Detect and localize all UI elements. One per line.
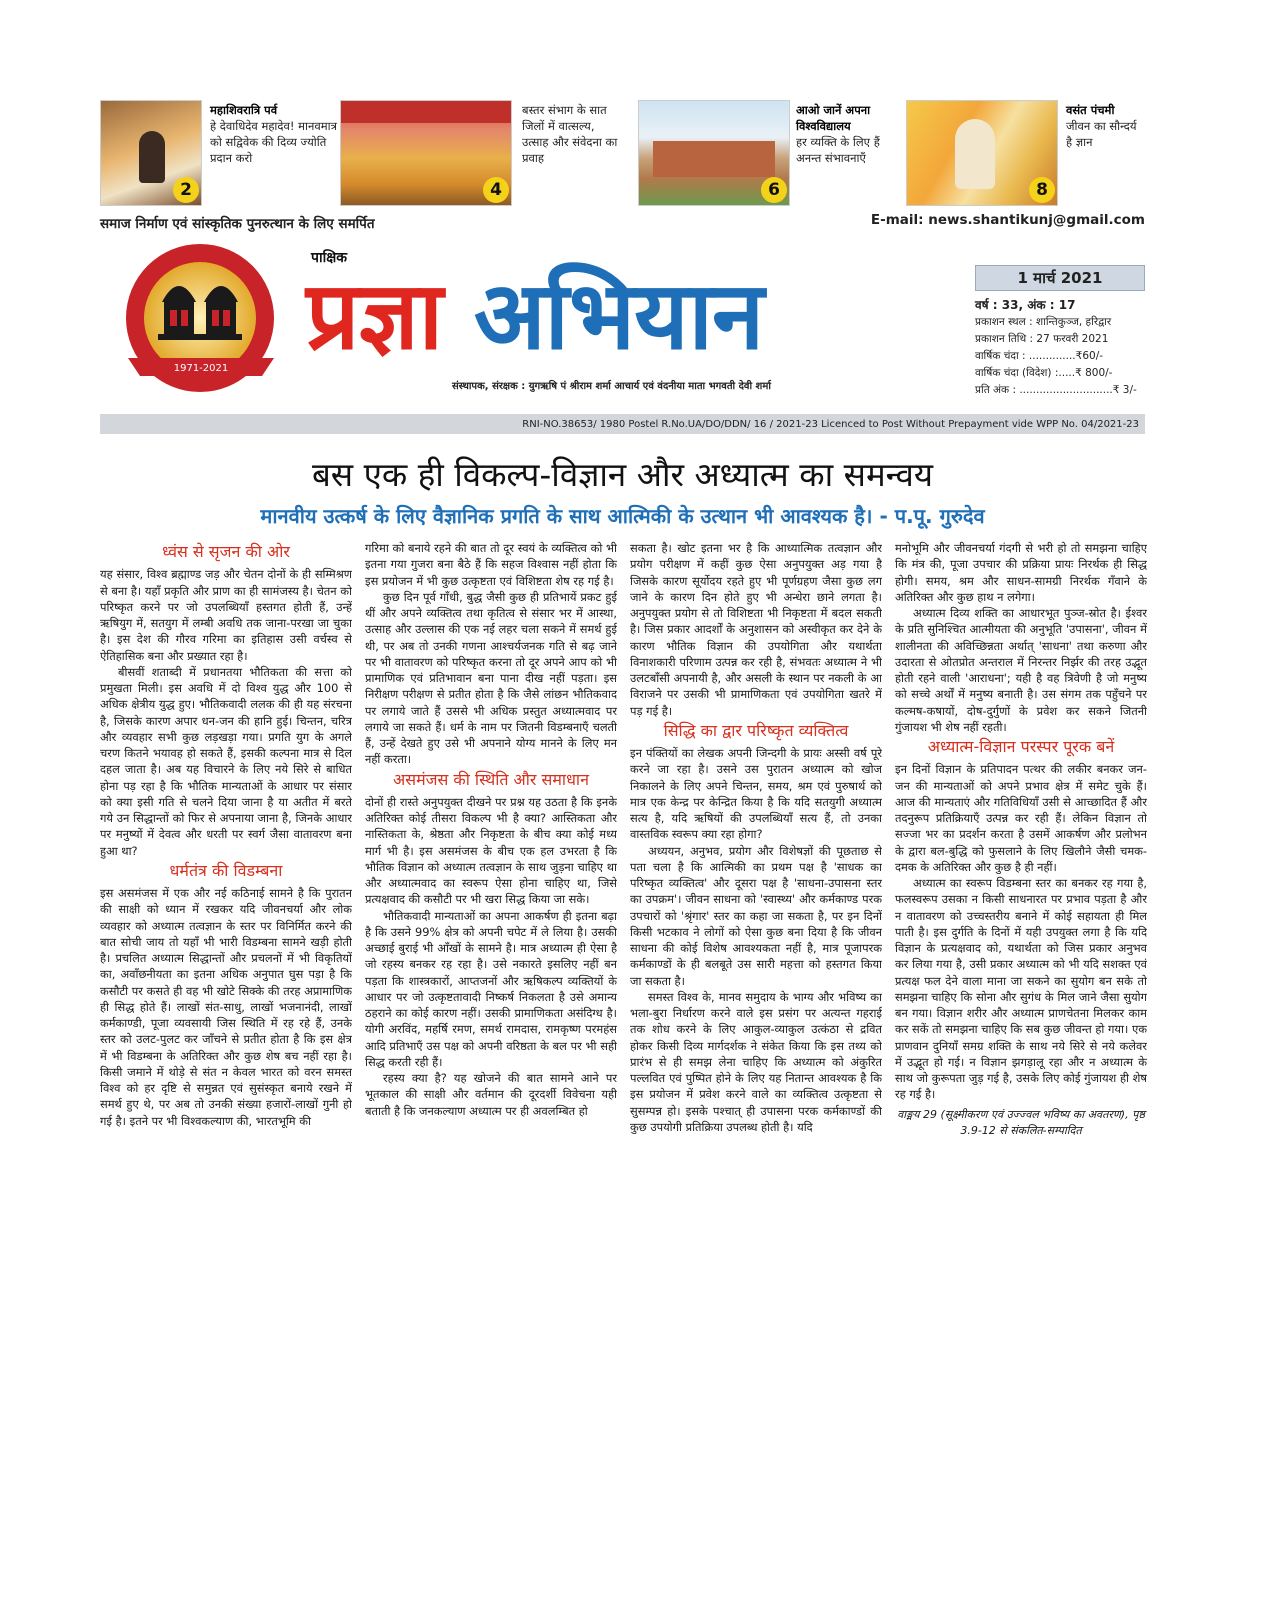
section-heading: सिद्धि का द्वार परिष्कृत व्यक्तित्व — [663, 720, 849, 740]
article-column-1 — [100, 540, 352, 1543]
section-heading: अध्यात्म-विज्ञान परस्पर पूरक बनें — [927, 737, 1115, 756]
paragraph: समस्त विश्व के, मानव समुदाय के भाग्य और भविष्य का भला-बुरा निर्धारण करने वाले इस प्रसंग पर अत्यन्त गहराई तक शोध करने के लिए आकुल-व्याकुल उत्कंठा से द्रवित होकर किसी दिव्य मार्गदर्शक ने संकेत किया कि इस तथ्य को प्रारंभ से ही समझ लेना चाहिए कि अध्यात्म को अंकुरित पल्लवित एवं पुष्पित होने के लिए यह नितान्त आवश्यक है कि इस प्रयोजन में प्रवेश करने वाले का व्यक्तित्व उत्कृष्टता से सुसम्पन्न हो। इसके पश्चात् ही उपासना परक कर्मकाण्डों की कुछ उपयोगी प्रतिक्रिया उपलब्ध होती है। यदि — [630, 989, 882, 1134]
teaser-vasant[interactable] — [906, 100, 1145, 204]
teaser-title: वसंत पंचमी — [1066, 103, 1115, 117]
teaser-shivratri[interactable] — [100, 100, 350, 204]
paragraph: सकता है। खोट इतना भर है कि आध्यात्मिक तत्वज्ञान और प्रयोग परीक्षण में कहीं कुछ ऐसा अनुपयुक्त अड़ गया है जिसके कारण सूर्योदय रहते हुए भी पूर्णग्रहण जैसा कुछ लग जाने के कारण दिन होते हुए भी अन्धेरा छाने लगता है। अनुपयुक्त प्रयोग से तो विशिष्टता भी निकृष्टता में बदल सकती है। जिस प्रकार आदर्शों के अनुशासन को अस्वीकृत कर देने के कारण भौतिक विज्ञान की उपयोगिता और यथार्थता विनाशकारी परिणाम उत्पन्न कर रही है, संभवतः अध्यात्म ने भी उलटबाँसी अपनायी है, और असली के स्थान पर नकली के आ विराजने पर उसकी भी प्रामाणिकता एवं उपयोगिता खतरे में पड़ गई है। — [630, 541, 882, 718]
teaser-image — [638, 100, 790, 206]
teaser-title: आओ जानें अपना विश्वविद्यालय — [796, 103, 871, 133]
section-heading: ध्वंस से सृजन की ओर — [162, 542, 290, 561]
emblem-place: हरिद्वार — [190, 383, 212, 393]
page-number-badge: 4 — [483, 177, 509, 203]
paragraph: इस असमंजस में एक और नई कठिनाई सामने है कि पुरातन की साक्षी को ध्यान में रखकर यदि जीवनचर्या और लोक व्यवहार को अध्यात्म तत्वज्ञान के स्तर पर विनिर्मित करने की बात सोची जाय तो यहाँ भी भारी विडम्बना सामने खड़ी होती है। प्रचलित अध्यात्म सिद्धान्तों और प्रचलनों में भी विकृतियों का, अवाँछनीयता का इतना अधिक अनुपात घुस पड़ा है कि कसौटी पर कसते ही वह भी खोटे सिक्के की तरह अप्रामाणिक ही सिद्ध होते हैं। लाखों संत-साधु, लाखों भजनानंदी, लाखों कर्मकाण्डी, पूजा व्यवसायी जिस स्थिति में रह रहे हैं, उनके स्तर को उलट-पुलट कर जाँचने से प्रतीत होता है कि इस क्षेत्र में भी विडम्बना के अतिरिक्त और कुछ शेष बच नहीं रहा है। किसी जमाने में थोड़े से संत न केवल भारत को वरन समस्त विश्व को हर दृष्टि से समुन्नत एवं सुसंस्कृत बनाये रखने में समर्थ हुए थे, पर अब तो उनकी संख्या हजारों-लाखों गुनी हो गई है। इतने पर भी विश्वकल्याण की, भारतभूमि की — [100, 886, 352, 1128]
masthead-word-blue: अभियान — [473, 262, 764, 371]
single-copy-price: प्रति अंक : ............................₹ 3/- — [975, 384, 1137, 396]
frequency-label: पाक्षिक — [311, 250, 347, 266]
person-shape — [955, 119, 995, 189]
founder-line: संस्थापक, संरक्षक : युगऋषि पं श्रीराम शर्मा आचार्य एवं वंदनीया माता भगवती देवी शर्मा — [452, 381, 771, 392]
paragraph: भौतिकवादी मान्यताओं का अपना आकर्षण ही इतना बढ़ा है कि उसने 99% क्षेत्र को अपनी चपेट में ले लिया है। उसकी अच्छाई बुराई भी आँखों के सामने है। मात्र अध्यात्म ही ऐसा है जो रहस्य बनकर रह रहा है। उसे नकारते इसलिए नहीं बन पड़ता कि शास्त्रकारों, आप्तजनों और ऋषिकल्प व्यक्तियों के आधार पर जो उत्कृष्टतावादी निष्कर्ष निकलता है उसे अमान्य ठहराने का कोई कारण नहीं। उसकी प्रामाणिकता असंदिग्ध है। योगी अरविंद, महर्षि रमण, समर्थ रामदास, रामकृष्ण परमहंस आदि प्रतिभाएँ उस पक्ष को अपनी वरिष्ठता के बल पर भी सही सिद्ध करती रही हैं। — [365, 908, 617, 1069]
paragraph: अध्ययन, अनुभव, प्रयोग और विशेषज्ञों की पूछताछ से पता चला है कि आत्मिकी का प्रथम पक्ष है 'साधक का परिष्कृत व्यक्तित्व' और दूसरा पक्ष है 'साधना-उपासना स्तर का उपक्रम'। जीवन साधना को 'स्वास्थ्य' और कर्मकाण्ड परक उपचारों को 'श्रृंगार' स्तर का कहा जा सकता है, पर इन दिनों किसी भटकाव ने लोगों को ऐसा कुछ बना दिया है कि जीवन साधना की कोई विशेष आवश्यकता नहीं है, मात्र पूजापरक कर्मकाण्डों के ही बलबूते उस सारी महत्ता को हस्तगत किया जा सकता है। — [630, 843, 882, 988]
teaser-university[interactable] — [638, 100, 898, 204]
section-heading: असमंजस की स्थिति और समाधान — [393, 769, 589, 789]
paragraph: इन पंक्तियों का लेखक अपनी जिन्दगी के प्रायः अस्सी वर्ष पूरे करने जा रहा है। उसने उस पुरातन अध्यात्म को खोज निकालने के लिए अपने चिन्तन, समय, श्रम एवं पुरुषार्थ को मात्र एक केन्द्र पर केन्द्रित किया है कि यदि सतयुगी अध्यात्म सत्य है, यदि ऋषियों की उपलब्धियाँ सत्य हैं, तो उनका वास्तविक स्वरूप क्या रहा होगा? — [630, 746, 882, 842]
article-column-4 — [895, 540, 1147, 1543]
paragraph: मनोभूमि और जीवनचर्या गंदगी से भरी हो तो समझना चाहिए कि मंत्र की, पूजा उपचार की प्रक्रिया प्रायः निरर्थक ही सिद्ध होगी। समय, श्रम और साधन-सामग्री निरर्थक गँवाने के अतिरिक्त और कुछ हाथ न लगेगा। — [895, 541, 1147, 604]
annual-subscription-foreign: वार्षिक चंदा (विदेश) :.....₹ 800/- — [975, 367, 1113, 379]
paragraph: गरिमा को बनाये रहने की बात तो दूर स्वयं के व्यक्तित्व को भी इतना गया गुजरा बना बैठे हैं कि सहज विश्वास नहीं होता कि इस प्रयोजन में भी कुछ उत्कृष्टता एवं विशिष्टता शेष रह गई है। — [365, 541, 617, 588]
paragraph: इन दिनों विज्ञान के प्रतिपादन पत्थर की लकीर बनकर जन-जन की मान्यताओं को अपने प्रभाव क्षेत्र में समेट चुके हैं। आज की मान्यताएं और गतिविधियाँ उसी से आच्छादित हैं और तदनुरूप प्रतिक्रियाएँ उत्पन्न कर रही हैं। लेकिन विज्ञान तो सज्जा भर का प्रदर्शन करता है उसमें आकर्षण और प्रलोभन के द्वारा बल-बुद्धि को फुसलाने के लिए खिलौने जैसी चमक-दमक के अतिरिक्त और कुछ है ही नहीं। — [895, 762, 1147, 874]
issue-place: प्रकाशन स्थल : शान्तिकुञ्ज, हरिद्वार — [975, 316, 1112, 328]
issue-info — [975, 265, 1145, 399]
teaser-text: हे देवाधिदेव महादेव! मानवमात्र को सद्विवेक की दिव्य ज्योति प्रदान करो — [210, 119, 338, 165]
paragraph: अध्यात्म दिव्य शक्ति का आधारभूत पुञ्ज-स्रोत है। ईश्वर के प्रति सुनिश्चित आत्मीयता की अनुभूति 'उपासना', जीवन में शालीनता की अविच्छिन्नता अर्थात् 'साधना' तथा करुणा और उदारता से ओतप्रोत अन्तराल में निरन्तर निर्झर की तरह उद्भूत होती रहने वाली 'आराधना'; यही है वह त्रिवेणी है जो मनुष्य को सच्चे अर्थों में मनुष्य बनाती है। उस संगम तक पहुँचने पर कल्मष-कषायों, दोष-दुर्गुणों के प्रवेश कर सकने जितनी गुंजायश भी शेष नहीं रहती। — [895, 606, 1147, 734]
paragraph: रहस्य क्या है? यह खोजने की बात सामने आने पर भूतकाल की साक्षी और वर्तमान की दूरदर्शी विवेचना यही बताती है कि जनकल्याण अध्यात्म पर ही अवलम्बित हो — [365, 1071, 617, 1118]
article-column-3 — [630, 540, 882, 1543]
page-number-badge: 2 — [173, 177, 199, 203]
lingam-shape — [139, 131, 165, 183]
email-link[interactable]: E-mail: news.shantikunj@gmail.com — [870, 212, 1145, 228]
teaser-image — [100, 100, 202, 206]
article-column-2 — [365, 540, 617, 1543]
teaser-text: हर व्यक्ति के लिए हैं अनन्त संभावनाएँ — [796, 135, 880, 165]
issue-volume: वर्ष : 33, अंक : 17 — [975, 298, 1076, 312]
teaser-text: बस्तर संभाग के सात जिलों में वात्सल्य, उत्साह और संवेदना का प्रवाह — [522, 103, 618, 165]
paragraph: यह संसार, विश्व ब्रह्माण्ड जड़ और चेतन दोनों के ही सम्मिश्रण से बना है। यहाँ प्रकृति और प्राण का ही सामंजस्य है। चेतन को परिष्कृत करने पर जो उपलब्धियाँ हस्तगत होती हैं, उन्हें ऋषियुग में, सतयुग में लम्बी अवधि तक जाना-परखा जा चुका है। इस देश की गौरव गरिमा का इतिहास उसी वर्चस्व से ऐतिहासिक बना और प्रख्यात रहा है। — [100, 567, 352, 663]
annual-subscription: वार्षिक चंदा : ..............₹60/- — [975, 350, 1104, 362]
emblem-years: 1971-2021 — [173, 363, 229, 374]
source-citation: वाङ्मय 29 (सूक्ष्मीकरण एवं उज्ज्वल भविष्य का अवतरण), पृष्ठ 3.9-12 से संकलित-सम्पादित — [897, 1107, 1145, 1137]
paragraph: दोनों ही रास्ते अनुपयुक्त दीखने पर प्रश्न यह उठता है कि इनके अतिरिक्त कोई तीसरा विकल्प भी है क्या? आस्तिकता और नास्तिकता के, श्रेष्ठता और निकृष्टता के बीच क्या कोई मध्य मार्ग भी है। इस असमंजस के बीच एक हल उभरता है कि भौतिक विज्ञान को अध्यात्म तत्वज्ञान के साथ जुड़ना चाहिए था और अध्यात्मवाद का स्वरूप ऐसा होना चाहिए था, जिसे प्रत्यक्षवाद की कसौटी पर भी खरा सिद्ध किया जा सके। — [365, 794, 617, 907]
tagline: समाज निर्माण एवं सांस्कृतिक पुनरुत्थान के लिए समर्पित — [100, 216, 375, 232]
paragraph: कुछ दिन पूर्व गाँधी, बुद्ध जैसी कुछ ही प्रतिभायें प्रकट हुई थीं और अपने व्यक्तित्व तथा कृतित्व से संसार भर में आस्था, उत्साह और उल्लास की एक नई लहर चला सकने में समर्थ हुई थी, पर अब तो उनकी गणना आश्चर्यजनक गति से बढ़ जाने पर भी वातावरण को परिष्कृत करना तो दूर अपने आप को भी प्रामाणिक एवं प्रतिभावान बना पाना दीख नहीं पड़ता। इस निरीक्षण परीक्षण से प्रतीत होता है कि जैसे लांछन भौतिकवाद पर लगाये जाते हैं उससे भी अधिक प्रस्तुत अध्यात्मवाद पर लगाये जा सकते हैं। धर्म के नाम पर जितनी विडम्बनाएँ चलती हैं, उन्हें देखते हुए उसे भी अपनाने योग्य मानने के लिए मन नहीं करता। — [365, 589, 617, 767]
golden-jubilee-emblem — [108, 240, 294, 400]
paragraph: बीसवीं शताब्दी में प्रधानतया भौतिकता की सत्ता को प्रमुखता मिली। इस अवधि में दो विश्व युद्ध और 100 से अधिक क्षेत्रीय युद्ध हुए। भौतिकवादी ललक की ही यह संरचना है, जिसके कारण अपार धन-जन की हानि हुई। चिन्तन, चरित्र और व्यवहार सभी कुछ लड़खड़ा गया। प्रगति युग के अगले चरण कितने भयावह हो सकते हैं, इसकी कल्पना मात्र से दिल दहल जाता है। अब यह विचारने के लिए नये सिरे से बाधित होना पड़ रहा है कि भौतिक मान्यताओं के आधार पर संसार को क्या इसी गति से चलने दिया जाना है या अतीत में बरते गये उन सिद्धान्तों को फिर से अपनाया जाना है, जिनके आधार पर मनुष्यों में देवत्व और धरती पर स्वर्ग जैसा वातावरण बना हुआ था? — [100, 664, 352, 858]
registration-bar: RNI-NO.38653/ 1980 Postel R.No.UA/DO/DDN/ 16 / 2021-23 Licenced to Post Without Prepayment vide WPP No. 04/2021-23 — [100, 414, 1145, 434]
teaser-strip — [100, 100, 1145, 204]
teaser-text: जीवन का सौन्दर्य है ज्ञान — [1066, 119, 1137, 149]
masthead-word-red: प्रज्ञा — [306, 262, 443, 371]
sub-headline: मानवीय उत्कर्ष के लिए वैज्ञानिक प्रगति के साथ आत्मिकी के उत्थान भी आवश्यक है। - प.पू. गुरुदेव — [260, 504, 985, 528]
banner-shape — [341, 101, 511, 123]
page-number-badge: 8 — [1029, 177, 1055, 203]
paragraph: अध्यात्म का स्वरूप विडम्बना स्तर का बनकर रह गया है, फलस्वरूप उसका न किसी साधनारत पर प्रभाव पड़ता है और न वातावरण को उच्चस्तरीय बनाने में कोई सहायता ही मिल पाती है। इस दुर्गति के दिनों में यही उपयुक्त लगा है कि यदि विज्ञान के प्रत्यक्षवाद को, यथार्थता को जिस प्रकार अनुभव कर लिया गया है, उसी प्रकार अध्यात्म को भी यदि सशक्त एवं प्रत्यक्ष फल देने वाला माना जा सकने का सुयोग बन सके तो समझना चाहिए कि सोना और सुगंध के मिल जाने जैसा सुयोग बन गया। विज्ञान शरीर और अध्यात्म प्राणचेतना मिलकर काम कर सकें तो समझना चाहिए कि सब कुछ जीवन्त हो गया। एक प्राणवान दुनियाँ समग्र शक्ति के साथ नये सिरे से नये कलेवर में उद्भूत हो गई। न विज्ञान झगड़ालू रहा और न अध्यात्म के साथ जो कुरूपता जुड़ गई है, उसके लिए कोई गुंजायश ही शेष रह गई है। — [895, 876, 1147, 1102]
building-shape — [653, 141, 775, 177]
main-headline: बस एक ही विकल्प-विज्ञान और अध्यात्म का समन्वय — [311, 455, 934, 494]
section-heading: धर्मतंत्र की विडम्बना — [169, 860, 283, 880]
teaser-image — [906, 100, 1058, 206]
issue-pub-date: प्रकाशन तिथि : 27 फरवरी 2021 — [975, 333, 1109, 345]
teaser-bastar[interactable] — [340, 100, 620, 204]
page-number-badge: 6 — [761, 177, 787, 203]
teaser-title: महाशिवरात्रि पर्व — [210, 103, 278, 117]
teaser-image — [340, 100, 512, 206]
issue-date: 1 मार्च 2021 — [975, 265, 1145, 291]
masthead-title — [306, 262, 763, 372]
